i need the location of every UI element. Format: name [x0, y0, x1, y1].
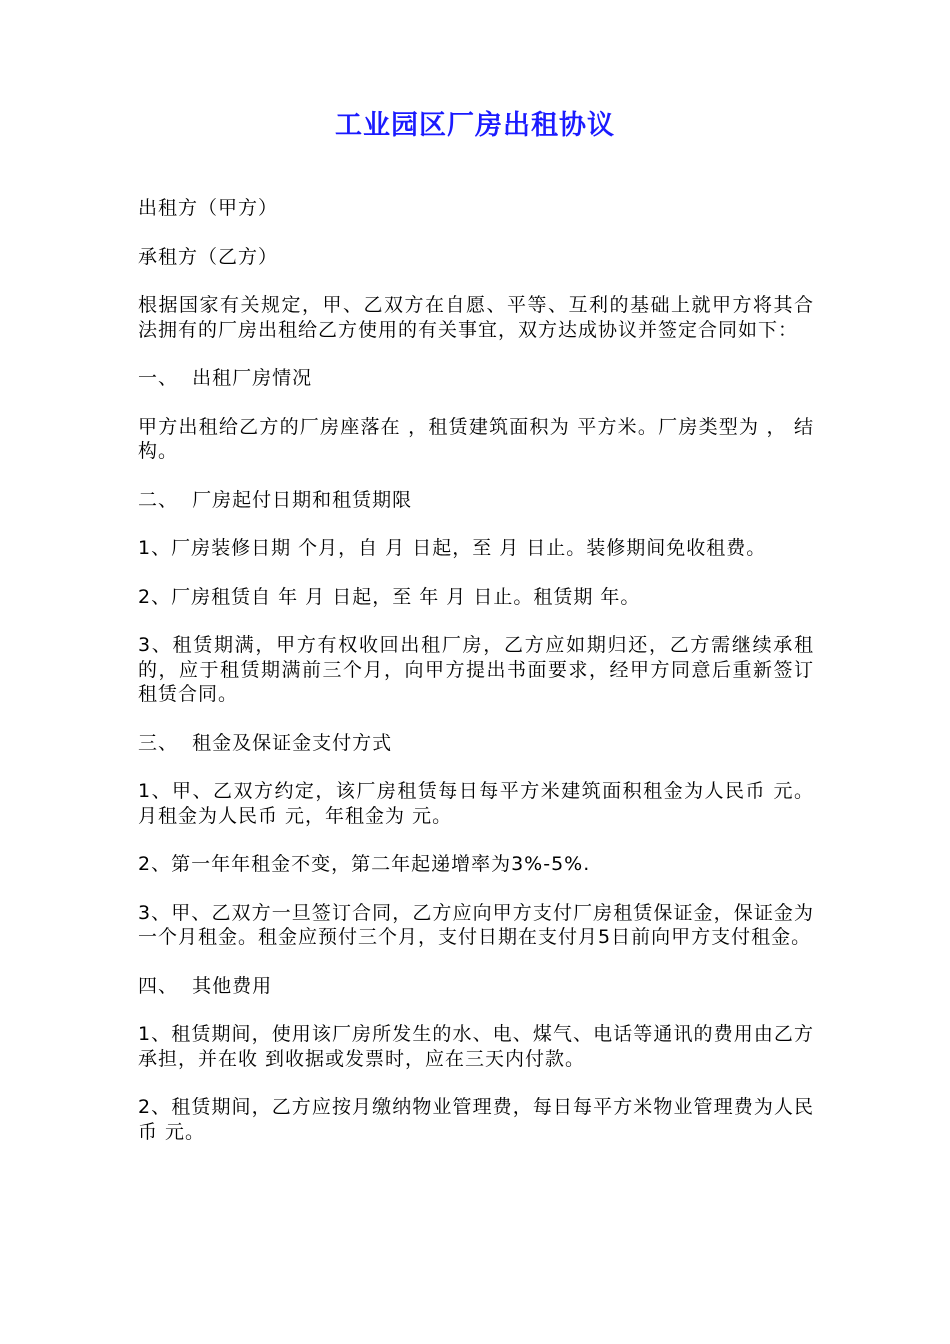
- document-title: 工业园区厂房出租协议: [335, 110, 615, 141]
- section-heading-4: 四、 其他费用: [138, 974, 273, 997]
- body-paragraph: 甲方出租给乙方的厂房座落在 ，租赁建筑面积为 平方米。厂房类型为 ， 结构。: [138, 415, 814, 462]
- body-paragraph: 2、厂房租赁自 年 月 日起，至 年 月 日止。租赁期 年。: [138, 585, 641, 608]
- section-heading-2: 二、 厂房起付日期和租赁期限: [138, 488, 413, 511]
- body-paragraph: 3、甲、乙双方一旦签订合同，乙方应向甲方支付厂房租赁保证金，保证金为一个月租金。租金应预付三个月，支付日期在支付月5日前向甲方支付租金。: [138, 901, 814, 948]
- body-paragraph: 1、甲、乙双方约定，该厂房租赁每日每平方米建筑面积租金为人民币 元。月租金为人民币 元，年租金为 元。: [138, 780, 814, 827]
- body-paragraph: 3、租赁期满，甲方有权收回出租厂房，乙方应如期归还，乙方需继续承租的，应于租赁期满前三个月，向甲方提出书面要求，经甲方同意后重新签订租赁合同。: [138, 634, 814, 705]
- section-heading-1: 一、 出租厂房情况: [138, 367, 313, 389]
- party-lessee: 承租方（乙方）: [138, 245, 279, 268]
- document-body: [138, 196, 814, 1168]
- party-lessor: 出租方（甲方）: [138, 197, 279, 219]
- body-paragraph: 1、厂房装修日期 个月，自 月 日起，至 月 日止。装修期间免收租费。: [138, 537, 767, 559]
- body-paragraph: 2、第一年年租金不变，第二年起递增率为3%-5%.: [138, 853, 591, 875]
- body-paragraph: 1、租赁期间，使用该厂房所发生的水、电、煤气、电话等通讯的费用由乙方承担，并在收 到收据或发票时，应在三天内付款。: [138, 1023, 814, 1070]
- preamble-paragraph: 根据国家有关规定，甲、乙双方在自愿、平等、互利的基础上就甲方将其合法拥有的厂房出租给乙方使用的有关事宜，双方达成协议并签定合同如下：: [138, 294, 814, 341]
- body-paragraph: 2、租赁期间，乙方应按月缴纳物业管理费，每日每平方米物业管理费为人民币 元。: [138, 1096, 814, 1143]
- section-heading-3: 三、 租金及保证金支付方式: [138, 731, 393, 754]
